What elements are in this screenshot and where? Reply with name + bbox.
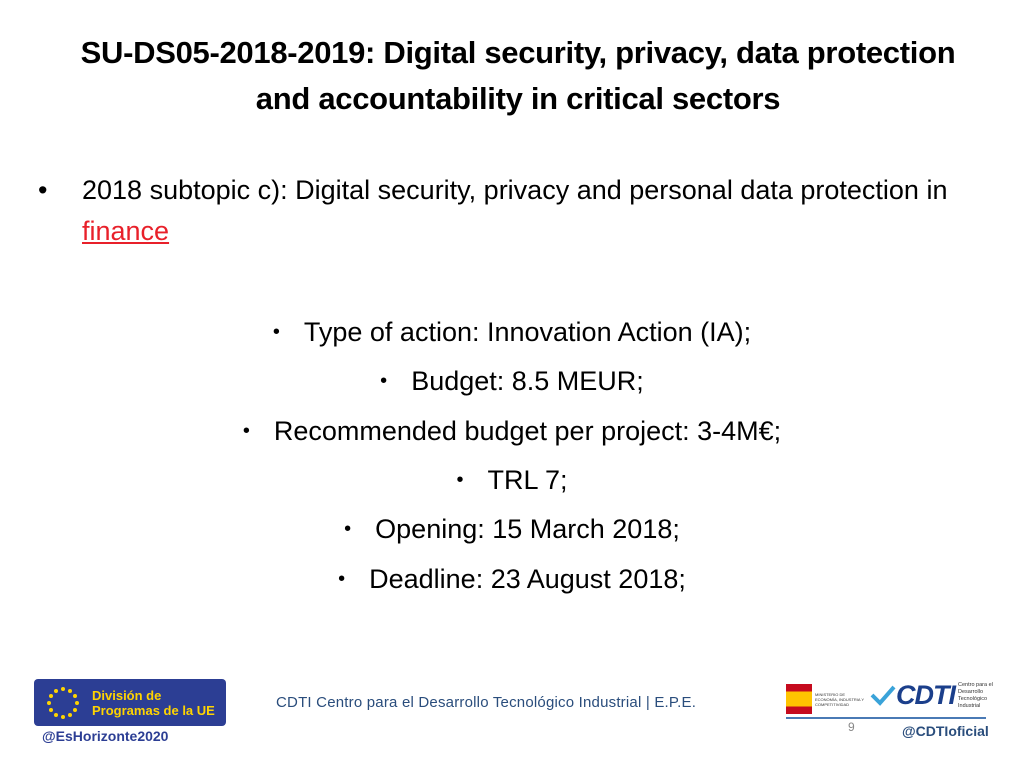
sub-bullet <box>0 407 1024 456</box>
bullet-dot: • <box>38 175 48 205</box>
main-bullet <box>38 170 958 252</box>
cdti-center-name: CDTI Centro para el Desarrollo Tecnológico Industrial | E.P.E. <box>276 694 697 711</box>
eu-division-line1: División de <box>92 687 162 703</box>
bullet-dot: • <box>272 321 280 344</box>
finance-link[interactable]: finance <box>82 216 170 246</box>
bullet-dot: • <box>344 518 352 541</box>
bullet-dot: • <box>242 419 250 442</box>
sub-bullet <box>0 456 1024 505</box>
eu-division-text <box>92 688 215 718</box>
ministry-logo <box>786 683 868 715</box>
cdti-twitter-handle: @CDTIoficial <box>902 723 989 739</box>
main-bullet-text <box>82 170 958 252</box>
sub-bullet-text: Deadline: 23 August 2018; <box>369 563 686 594</box>
eu-division-line2: Programas de la UE <box>92 702 215 718</box>
sub-bullet-text: Opening: 15 March 2018; <box>375 514 680 545</box>
sub-bullet-text: TRL 7; <box>487 465 568 496</box>
sub-bullet <box>0 554 1024 603</box>
cdti-logo-text: CDTI <box>896 680 955 710</box>
bullet-dot: • <box>380 370 388 393</box>
sub-bullet <box>0 357 1024 406</box>
cdti-check-icon <box>870 683 896 709</box>
cdti-description: Centro para el Desarrollo Tecnológico Industrial <box>958 681 993 709</box>
sub-bullet <box>0 505 1024 554</box>
cdti-logo <box>870 680 1000 711</box>
eu-stars-icon <box>40 683 86 723</box>
sub-bullet-text: Budget: 8.5 MEUR; <box>411 366 644 397</box>
sub-bullet <box>0 308 1024 357</box>
sub-bullet-list <box>0 308 1024 604</box>
bullet-dot: • <box>456 469 464 492</box>
ministry-text: MINISTERIO DE ECONOMÍA, INDUSTRIA Y COMPETITIVIDAD <box>815 691 864 707</box>
spain-flag-icon <box>786 684 812 714</box>
bullet-dot: • <box>338 567 346 590</box>
page-number: 9 <box>848 720 855 734</box>
eu-twitter-handle: @EsHorizonte2020 <box>42 728 169 744</box>
footer <box>0 672 1024 768</box>
footer-divider <box>786 717 986 719</box>
eu-division-logo <box>34 679 226 726</box>
sub-bullet-text: Type of action: Innovation Action (IA); <box>303 317 752 348</box>
slide-title: SU-DS05-2018-2019: Digital security, privacy, data protection and accountability in critical sectors <box>80 35 956 116</box>
main-bullet-label: 2018 subtopic c): Digital security, privacy and personal data protection in <box>82 175 948 205</box>
sub-bullet-text: Recommended budget per project: 3-4M€; <box>273 415 782 446</box>
